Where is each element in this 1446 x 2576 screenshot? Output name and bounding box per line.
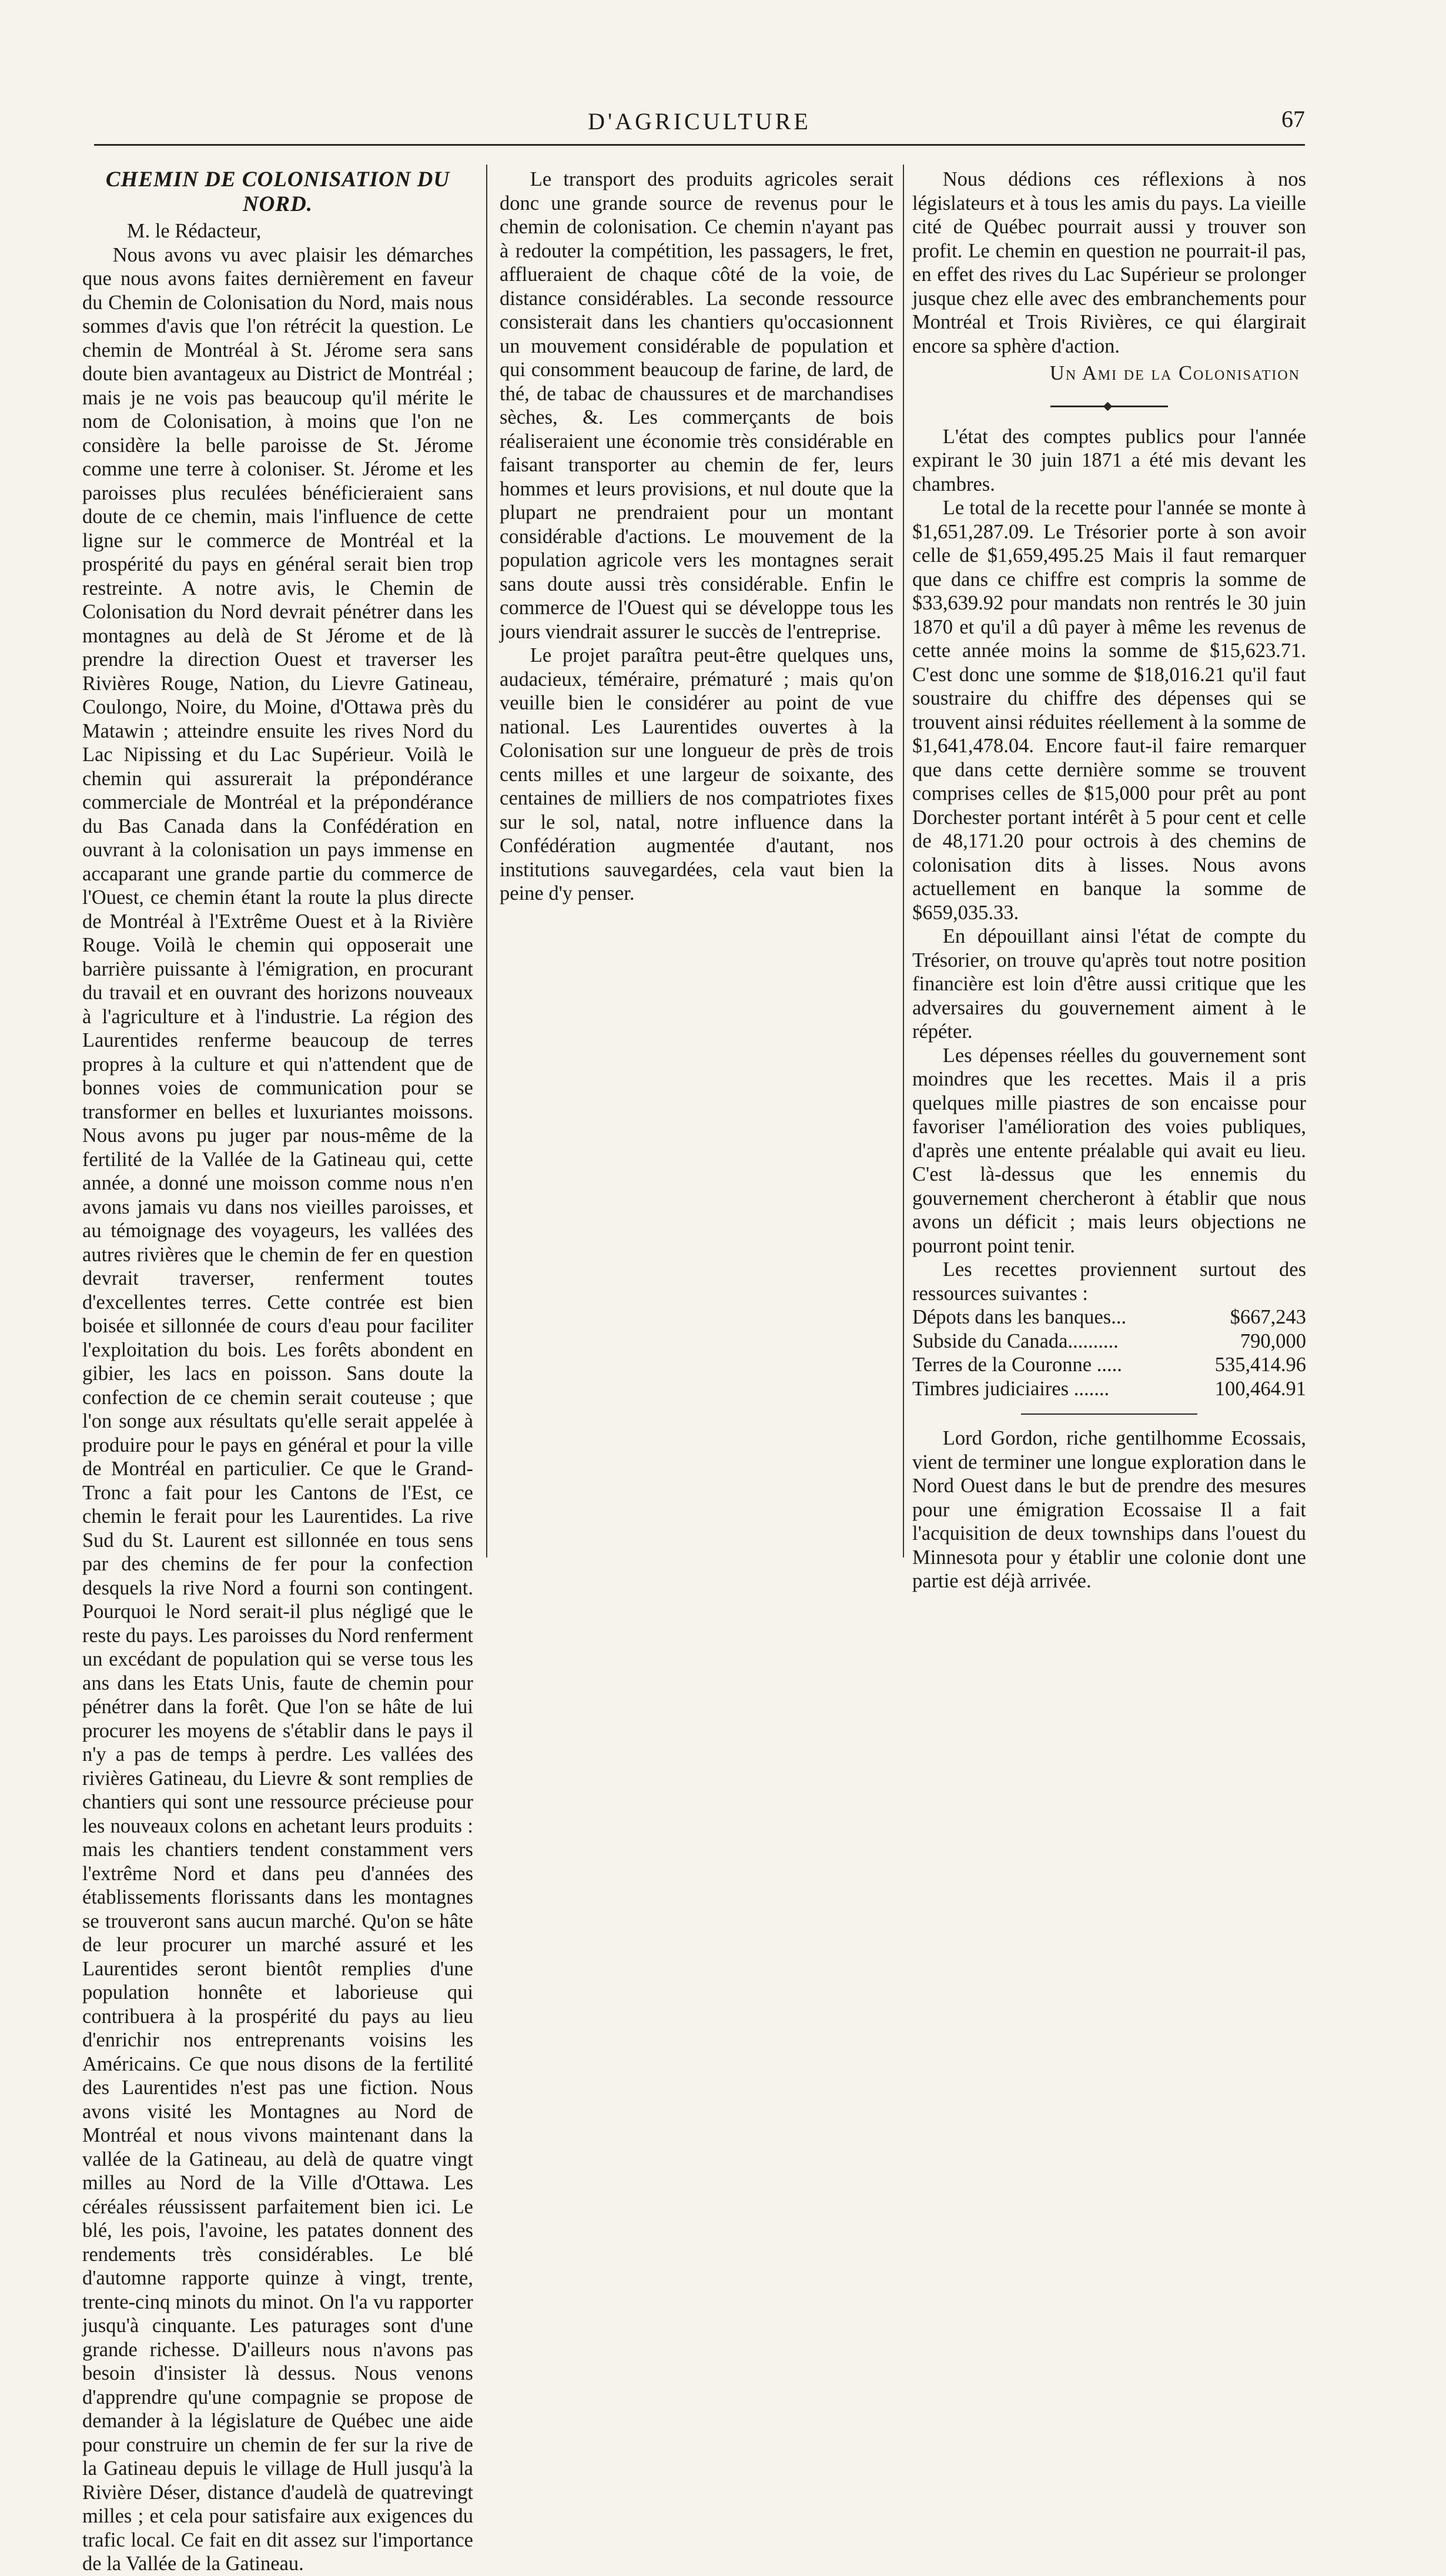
ledger-label: Terres de la Couronne ..... <box>912 1354 1122 1376</box>
finance-paragraph: En dépouillant ainsi l'état de compte du Trésorier, on trouve qu'après tout notre position financière est loin d'être aussi critique que les adversaires du gouvernement aiment à le répéter. <box>912 925 1306 1043</box>
ledger-row <box>912 1353 1306 1377</box>
section-separator <box>1021 1413 1197 1415</box>
page-header <box>94 103 1305 146</box>
ledger-label: Timbres judiciaires ....... <box>912 1377 1110 1400</box>
article-paragraph: Nous avons vu avec plaisir les démarches que nous avons faites dernièrement en faveur du Chemin de Colonisation du Nord, mais nous sommes d'avis que l'on rétrécit la question. Le chemin de Montréal à St. Jérome sera sans doute bien avantageux au District de Montréal ; mais je ne vois pas beaucoup qu'il mérite le nom de Colonisation, à moins que l'on ne considère la belle paroisse de St. Jérome comme une terre à coloniser. St. Jérome et les paroisses plus reculées bénéficieraient sans doute de ce chemin, mais l'influence de cette ligne sur le commerce de Montréal et la prospérité du pays en général serait bien trop restreinte. A notre avis, le Chemin de Colonisation du Nord devrait pénétrer dans les montagnes au delà de St Jérome et de là prendre la direction Ouest et traverser les Rivières Rouge, Nation, du Lievre Gatineau, Coulongo, Noire, du Moine, d'Ottawa près du Matawin ; atteindre ensuite les rives Nord du Lac Nipissing et du Lac Supérieur. Voilà le chemin qui assurerait la prépondérance commerciale de Montréal et la prépondérance du Bas Canada dans la Confédération en ouvrant à la colonisation un pays immense en accaparant une grande partie du commerce de l'Ouest, ce chemin étant la route la plus directe de Montréal à l'Extrême Ouest et à la Rivière Rouge. Voilà le chemin qui opposerait une barrière puissante à l'émigration, en procurant du travail et en ouvrant des horizons nouveaux à l'agriculture et à l'industrie. La région des Laurentides renferme beaucoup de terres propres à la culture et qui n'attendent que de bonnes voies de communication pour se transformer en belles et luxuriantes moissons. Nous avons pu juger par nous-même de la fertilité de la Vallée de la Gatineau qui, cette année, a donné une moisson comme nous n'en avons jamais vu dans nos vieilles paroisses, et au témoignage des voyageurs, les vallées des autres rivières que le chemin de fer en question devrait traverser, renferment toutes d'excellentes terres. Cette contrée est bien boisée et sillonnée de cours d'eau pour faciliter l'exploitation du bois. Les forêts abondent en gibier, les lacs en poisson. Sans doute la confection de ce chemin serait couteuse ; que l'on songe aux résultats qu'elle serait appelée à produire pour le pays en général et pour la ville de Montréal en particulier. Ce que le Grand-Tronc a fait pour les Cantons de l'Est, ce chemin le ferait pour les Laurentides. La rive Sud du St. Laurent est sillonnée en tous sens par des chemins de fer pour la confection desquels la rive Nord a fourni son contingent. Pourquoi le Nord serait-il plus négligé que le reste du pays. Les paroisses du Nord renferment un excédant de population qui se verse tous les ans dans les Etats Unis, faute de chemin pour pénétrer dans la forêt. Que l'on se hâte de lui procurer les moyens de s'établir dans le pays il n'y a pas de temps à perdre. Les vallées des rivières Gatineau, du Lievre & sont remplies de chantiers qui sont une ressource précieuse pour les nouveaux colons en achetant leurs produits : mais les chantiers tendent constamment vers l'extrême Nord et dans peu d'années des établissements florissants dans les montagnes se trouveront sans aucun marché. Qu'on se hâte de leur procurer un marché assuré et les Laurentides seront bientôt remplies d'une population honnête et laborieuse qui contribuera à la prospérité du pays au lieu d'enrichir nos entreprenants voisins les Américains. Ce que nous disons de la fertilité des Laurentides n'est pas une fiction. Nous avons visité les Montagnes au Nord de Montréal et nous vivons maintenant dans la vallée de la Gatineau, au delà de quatre vingt milles au Nord de la Ville d'Ottawa. Les céréales réussissent parfaitement bien ici. Le blé, les pois, l'avoine, les patates donnent des rendements très considérables. Le blé d'automne rapporte quinze à vingt, trente, trente-cinq minots du minot. On l'a vu rapporter jusqu'à cinquante. Les paturages sont d'une grande richesse. D'ailleurs nous n'avons pas besoin d'insister là dessus. Nous venons d'apprendre qu'une compagnie se propose de demander à la législature de Québec une aide pour construire un chemin de fer sur la rive de la Gatineau depuis le village de Hull jusqu'à la Rivière Déser, distance d'audelà de quatrevingt milles ; et cela pour satisfaire aux exigences du trafic local. Ce fait en dit assez sur l'importance de la Vallée de la Gatineau. <box>82 243 473 2575</box>
salutation: M. le Rédacteur, <box>126 220 262 242</box>
column-right <box>912 168 1306 1592</box>
ledger-label: Dépots dans les banques... <box>912 1306 1127 1328</box>
article-signature: Un Ami de la Colonisation <box>1049 362 1300 384</box>
ledger-row <box>912 1329 1306 1354</box>
ledger-row <box>912 1377 1306 1401</box>
finance-paragraph: Les recettes proviennent surtout des ressources suivantes : <box>912 1258 1306 1305</box>
column-divider <box>486 165 487 1557</box>
ledger-amount: 535,414.96 <box>1214 1354 1306 1376</box>
page-number: 67 <box>1281 106 1305 132</box>
running-title: D'AGRICULTURE <box>588 108 811 135</box>
finance-paragraph: L'état des comptes publics pour l'année expirant le 30 juin 1871 a été mis devant les chambres. <box>912 425 1306 495</box>
article-paragraph: Le projet paraîtra peut-être quelques uns, audacieux, téméraire, prématuré ; mais qu'on veuille bien le considérer au point de vue national. Les Laurentides ouvertes à la Colonisation sur une longueur de près de trois cents milles et une largeur de soixante, des centaines de milliers de nos compatriotes fixes sur le sol, natal, notre influence dans la Confédération augmentée d'autant, nos institutions sauvegardées, cela vaut bien la peine d'y penser. <box>500 644 893 905</box>
column-left <box>82 168 473 2575</box>
article-paragraph: Le transport des produits agricoles serait donc une grande source de revenus pour le chemin de colonisation. Ce chemin n'ayant pas à redouter la compétition, les passagers, le fret, afflueraient de chaque côté de la voie, de distance considérables. La seconde ressource consisterait dans les chantiers qu'occasionnent un mouvement considérable de population et qui consomment beaucoup de farine, de lard, de thé, de tabac de chaussures et de marchandises sèches, &. Les commerçants de bois réaliseraient une économie très considérable en faisant transporter au chemin de fer, leurs hommes et leurs provisions, et nul doute que la plupart ne prendraient pour un montant considérable d'actions. Le mouvement de la population agricole vers les montagnes serait sans doute aussi très considérable. Enfin le commerce de l'Ouest qui se développe tous les jours viendrait assurer le succès de l'entreprise. <box>500 168 893 643</box>
column-middle <box>500 168 893 1531</box>
article-paragraph: Nous dédions ces réflexions à nos législateurs et à tous les amis du pays. La vieille cité de Québec pourrait aussi y trouver son profit. Le chemin en question ne pourrait-il pas, en effet des rives du Lac Supérieur se prolonger jusque chez elle avec des embranchements pour Montréal et Trois Rivières, ce qui élargirait encore sa sphère d'action. <box>912 168 1306 357</box>
receipts-ledger <box>912 1305 1306 1401</box>
finance-paragraph: Le total de la recette pour l'année se monte à $1,651,287.09. Le Trésorier porte à son avoir celle de $1,659,495.25 Mais il faut remarquer que dans ce chiffre est compris la somme de $33,639.92 pour mandats non rentrés le 30 juin 1870 et qu'il a dû payer à même les revenus de cette année moins la somme de $15,623.71. C'est donc une somme de $18,016.21 qu'il faut soustraire du chiffre des dépenses qui se trouvent ainsi réduites réellement à la somme de $1,641,478.04. Encore faut-il faire remarquer que dans cette dernière somme se trouvent comprises celles de $15,000 pour prêt au pont Dorchester portant intérêt à 5 pour cent et celle de 48,171.20 pour octrois à des chemins de colonisation dits à lisses. Nous avons actuellement en banque la somme de $659,035.33. <box>912 497 1306 924</box>
column-divider <box>903 165 904 1557</box>
ledger-label: Subside du Canada.......... <box>912 1329 1119 1352</box>
news-paragraph: Lord Gordon, riche gentilhomme Ecossais, vient de terminer une longue exploration dans le Nord Ouest dans le but de prendre des mesures pour une émigration Ecossaise Il a fait l'acquisition de deux townships dans l'ouest du Minnesota pour y établir une colonie dont une partie est déjà arrivée. <box>912 1427 1306 1592</box>
ledger-amount: $667,243 <box>1230 1306 1306 1328</box>
ledger-row <box>912 1305 1306 1329</box>
ledger-amount: 790,000 <box>1240 1329 1306 1352</box>
finance-paragraph: Les dépenses réelles du gouvernement sont moindres que les recettes. Mais il a pris quelques mille piastres de son encaisse pour favoriser l'amélioration des voies publiques, d'après une entente préalable qui avait eu lieu. C'est là-dessus que les ennemis du gouvernement chercheront à établir que nous avons un déficit ; mais leurs objections ne pourront point tenir. <box>912 1044 1306 1257</box>
section-separator <box>1050 406 1168 407</box>
article-title: CHEMIN DE COLONISATION DU NORD. <box>105 168 450 216</box>
ledger-amount: 100,464.91 <box>1214 1377 1306 1400</box>
